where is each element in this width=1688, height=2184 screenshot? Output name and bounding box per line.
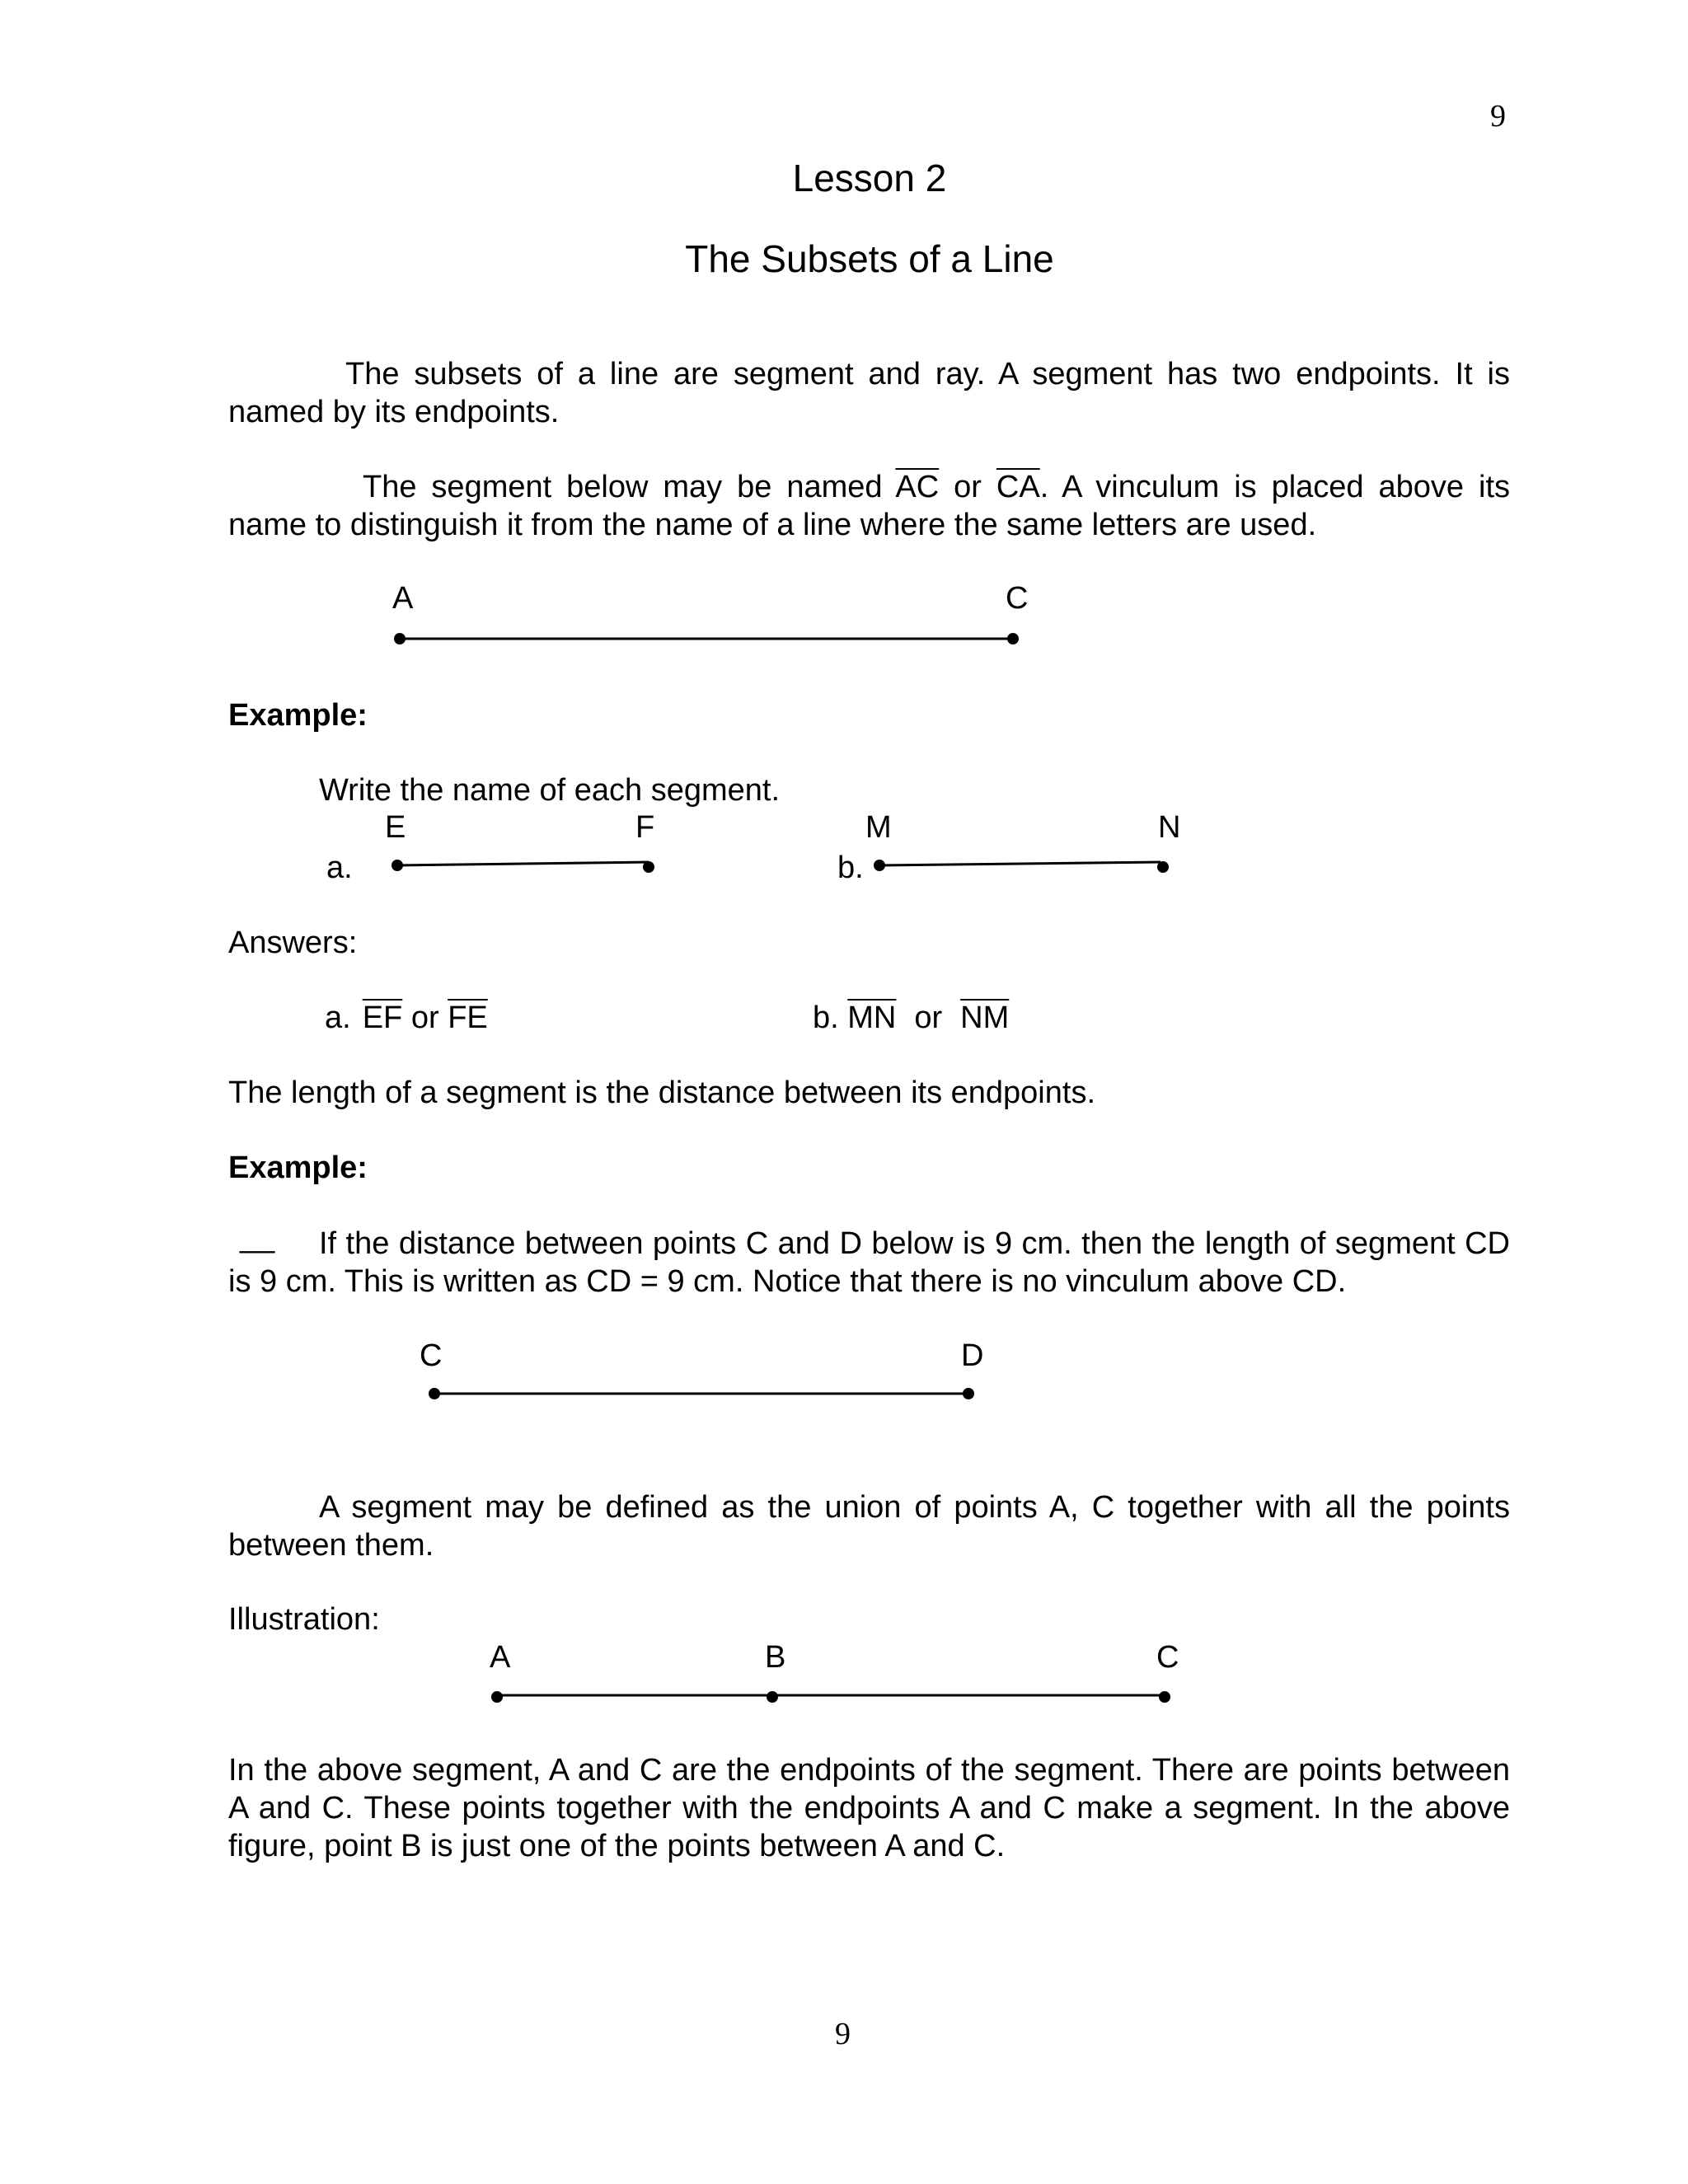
endpoint-e bbox=[392, 860, 403, 871]
answers-heading: Answers: bbox=[228, 926, 358, 960]
example1-heading: Example: bbox=[228, 698, 368, 733]
endpoint-f bbox=[643, 861, 654, 873]
item-a-label-e: E bbox=[385, 810, 406, 845]
answer-a-name-fe: $\overline{FE}$ bbox=[448, 1001, 488, 1035]
answer-a-marker: a. bbox=[325, 1001, 351, 1035]
example2-stray-mark: __ bbox=[240, 1220, 275, 1254]
answer-b-separator: or bbox=[914, 1001, 943, 1035]
segment-ef bbox=[392, 860, 654, 873]
segment-ac bbox=[394, 633, 1019, 644]
item-b-label-m: M bbox=[865, 810, 892, 845]
intro-paragraph: The subsets of a line are segment and ray. A segment has two endpoints. It is named by its endpoints. bbox=[228, 357, 1510, 429]
item-a-marker: a. bbox=[326, 851, 353, 885]
segment-mn bbox=[874, 860, 1169, 873]
answer-b-marker: b. bbox=[813, 1001, 839, 1035]
segment-name-ca: $\overline{CA}$ bbox=[996, 470, 1040, 504]
segment-cd bbox=[429, 1388, 974, 1399]
endpoint-a2 bbox=[491, 1691, 503, 1703]
lesson-label: Lesson 2 bbox=[792, 157, 947, 199]
figure2-label-d: D bbox=[961, 1338, 984, 1373]
lesson-title: The Subsets of a Line bbox=[685, 237, 1054, 280]
figure1-label-a: A bbox=[392, 581, 414, 616]
answer-a-separator: or bbox=[410, 1001, 439, 1035]
segment-abc bbox=[491, 1691, 1170, 1703]
endpoint-n bbox=[1157, 861, 1169, 873]
naming-text-middle: or bbox=[939, 470, 996, 504]
figure2-label-c: C bbox=[420, 1338, 443, 1373]
segment-name-ac: $\overline{AC}$ bbox=[895, 470, 940, 504]
illustration-label-a: A bbox=[490, 1640, 511, 1675]
example2-paragraph: If the distance between points C and D below is 9 cm. then the length of segment CD is 9 cm. This is written as CD = 9 cm. Notice that there is no vinculum above CD. bbox=[228, 1226, 1510, 1299]
closing-paragraph: In the above segment, A and C are the endpoints of the segment. There are points between A and C. These points together with the endpoints A and C make a segment. In the above figure, point B is just one of the points between A and C. bbox=[228, 1753, 1510, 1863]
naming-text-before: The segment below may be named bbox=[363, 470, 896, 504]
illustration-label-c: C bbox=[1156, 1640, 1179, 1675]
figure1-label-c: C bbox=[1006, 581, 1029, 616]
definition-paragraph: A segment may be defined as the union of points A, C together with all the points between them. bbox=[228, 1490, 1510, 1563]
item-b-label-n: N bbox=[1158, 810, 1181, 845]
illustration-label-b: B bbox=[765, 1640, 786, 1675]
answer-b-name-nm: $\overline{NM}$ bbox=[960, 1001, 1010, 1035]
item-a-label-f: F bbox=[635, 810, 655, 845]
endpoint-c3 bbox=[1159, 1691, 1170, 1703]
endpoint-c2 bbox=[429, 1388, 440, 1399]
illustration-heading: Illustration: bbox=[228, 1602, 380, 1637]
page-number-bottom: 9 bbox=[835, 2017, 851, 2051]
endpoint-m bbox=[874, 860, 885, 871]
item-b-marker: b. bbox=[837, 851, 864, 885]
endpoint-d bbox=[963, 1388, 974, 1399]
example2-heading: Example: bbox=[228, 1151, 368, 1185]
length-sentence: The length of a segment is the distance between its endpoints. bbox=[228, 1076, 1095, 1110]
endpoint-a bbox=[394, 633, 406, 644]
point-b bbox=[767, 1691, 778, 1703]
answer-a-name-ef: $\overline{EF}$ bbox=[362, 1001, 403, 1035]
answer-b-name-mn: $\overline{MN}$ bbox=[847, 1001, 897, 1035]
page-number-top: 9 bbox=[1490, 99, 1506, 134]
example1-instruction: Write the name of each segment. bbox=[319, 773, 781, 808]
naming-text-after: . A vinculum is placed above its name to distinguish it from the name of a line where the same letters are used. bbox=[228, 470, 1511, 542]
endpoint-c bbox=[1007, 633, 1019, 644]
